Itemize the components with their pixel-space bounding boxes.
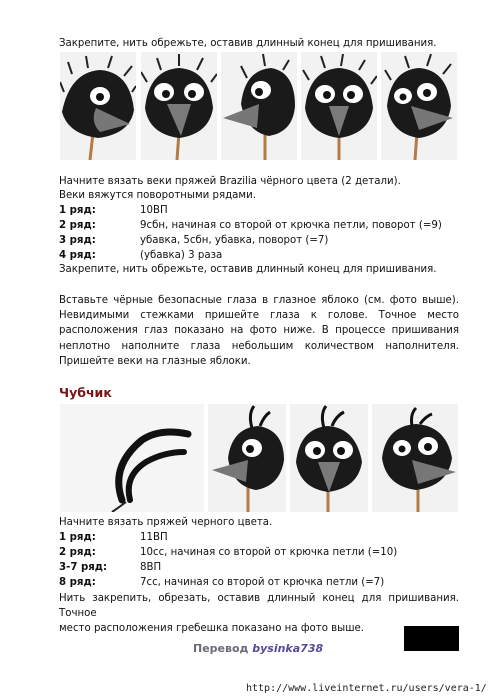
crow-photo-3 (221, 52, 297, 160)
section-heading: Чубчик (59, 385, 112, 400)
row-text: 8ВП (140, 562, 162, 573)
source-url[interactable]: http://www.liveinternet.ru/users/vera-1/ (246, 683, 487, 694)
row-text: 10сс, начиная со второй от крючка петли (=10) (140, 547, 398, 558)
crow-tuft-photo-1 (208, 404, 286, 512)
row-label: 2 ряд: (59, 220, 96, 231)
eyelids-note: Веки вяжутся поворотными рядами. (59, 190, 256, 201)
tuft-intro: Начните вязать пряжей черного цвета. (59, 517, 273, 528)
paragraph-line: Вставьте чёрные безопасные глаза в глазное яблоко (см. фото выше). (59, 295, 459, 306)
tuft-photo (60, 404, 204, 512)
crow-photo-1 (60, 52, 136, 160)
row-text: 11ВП (140, 532, 168, 543)
crow-photo-5 (381, 52, 457, 160)
eyelids-intro: Начните вязать веки пряжей Brazilia чёрного цвета (2 детали). (59, 176, 401, 187)
crow-photo-2 (141, 52, 217, 160)
paragraph-line: Пришейте веки на глазные яблоки. (59, 355, 251, 367)
row-label: 1 ряд: (59, 532, 96, 543)
row-label: 3-7 ряд: (59, 562, 108, 573)
paragraph-line: место расположения гребешка показано на фото выше. (59, 623, 365, 635)
paragraph-line: Невидимыми стежками пришейте глаза к голове. Точное место (59, 310, 459, 322)
row-text: 10ВП (140, 205, 168, 216)
credit-prefix: Перевод (193, 642, 253, 655)
black-box (404, 626, 459, 651)
eyes-paragraph (59, 293, 459, 369)
row-label: 2 ряд: (59, 547, 96, 558)
translation-credit (193, 642, 323, 655)
row-text: 9сбн, начиная со второй от крючка петли, поворот (=9) (140, 220, 442, 231)
intro-text: Закрепите, нить обрежьте, оставив длинный конец для пришивания. (59, 38, 437, 49)
row-label: 3 ряд: (59, 235, 96, 246)
row-label: 1 ряд: (59, 205, 96, 216)
row-text: 7сс, начиная со второй от крючка петли (=7) (140, 577, 385, 588)
paragraph-line: неплотно наполните глаза небольшим количеством наполнителя. (59, 340, 459, 352)
eyelids-finish: Закрепите, нить обрежьте, оставив длинный конец для пришивания. (59, 264, 437, 275)
paragraph-line: Нить закрепить, обрезать, оставив длинный конец для пришивания. Точное (59, 593, 459, 620)
crow-photo-4 (301, 52, 377, 160)
crow-tuft-photo-2 (290, 404, 368, 512)
paragraph-line: расположения глаз показано на фото ниже. В процессе пришивания (59, 325, 459, 337)
row-text: (убавка) 3 раза (140, 250, 223, 261)
tuft-finish (59, 591, 459, 637)
row-label: 4 ряд: (59, 250, 96, 261)
crow-tuft-photo-3 (372, 404, 458, 512)
row-text: убавка, 5сбн, убавка, поворот (=7) (140, 235, 329, 246)
row-label: 8 ряд: (59, 577, 96, 588)
credit-nick: bysinka738 (252, 642, 324, 655)
